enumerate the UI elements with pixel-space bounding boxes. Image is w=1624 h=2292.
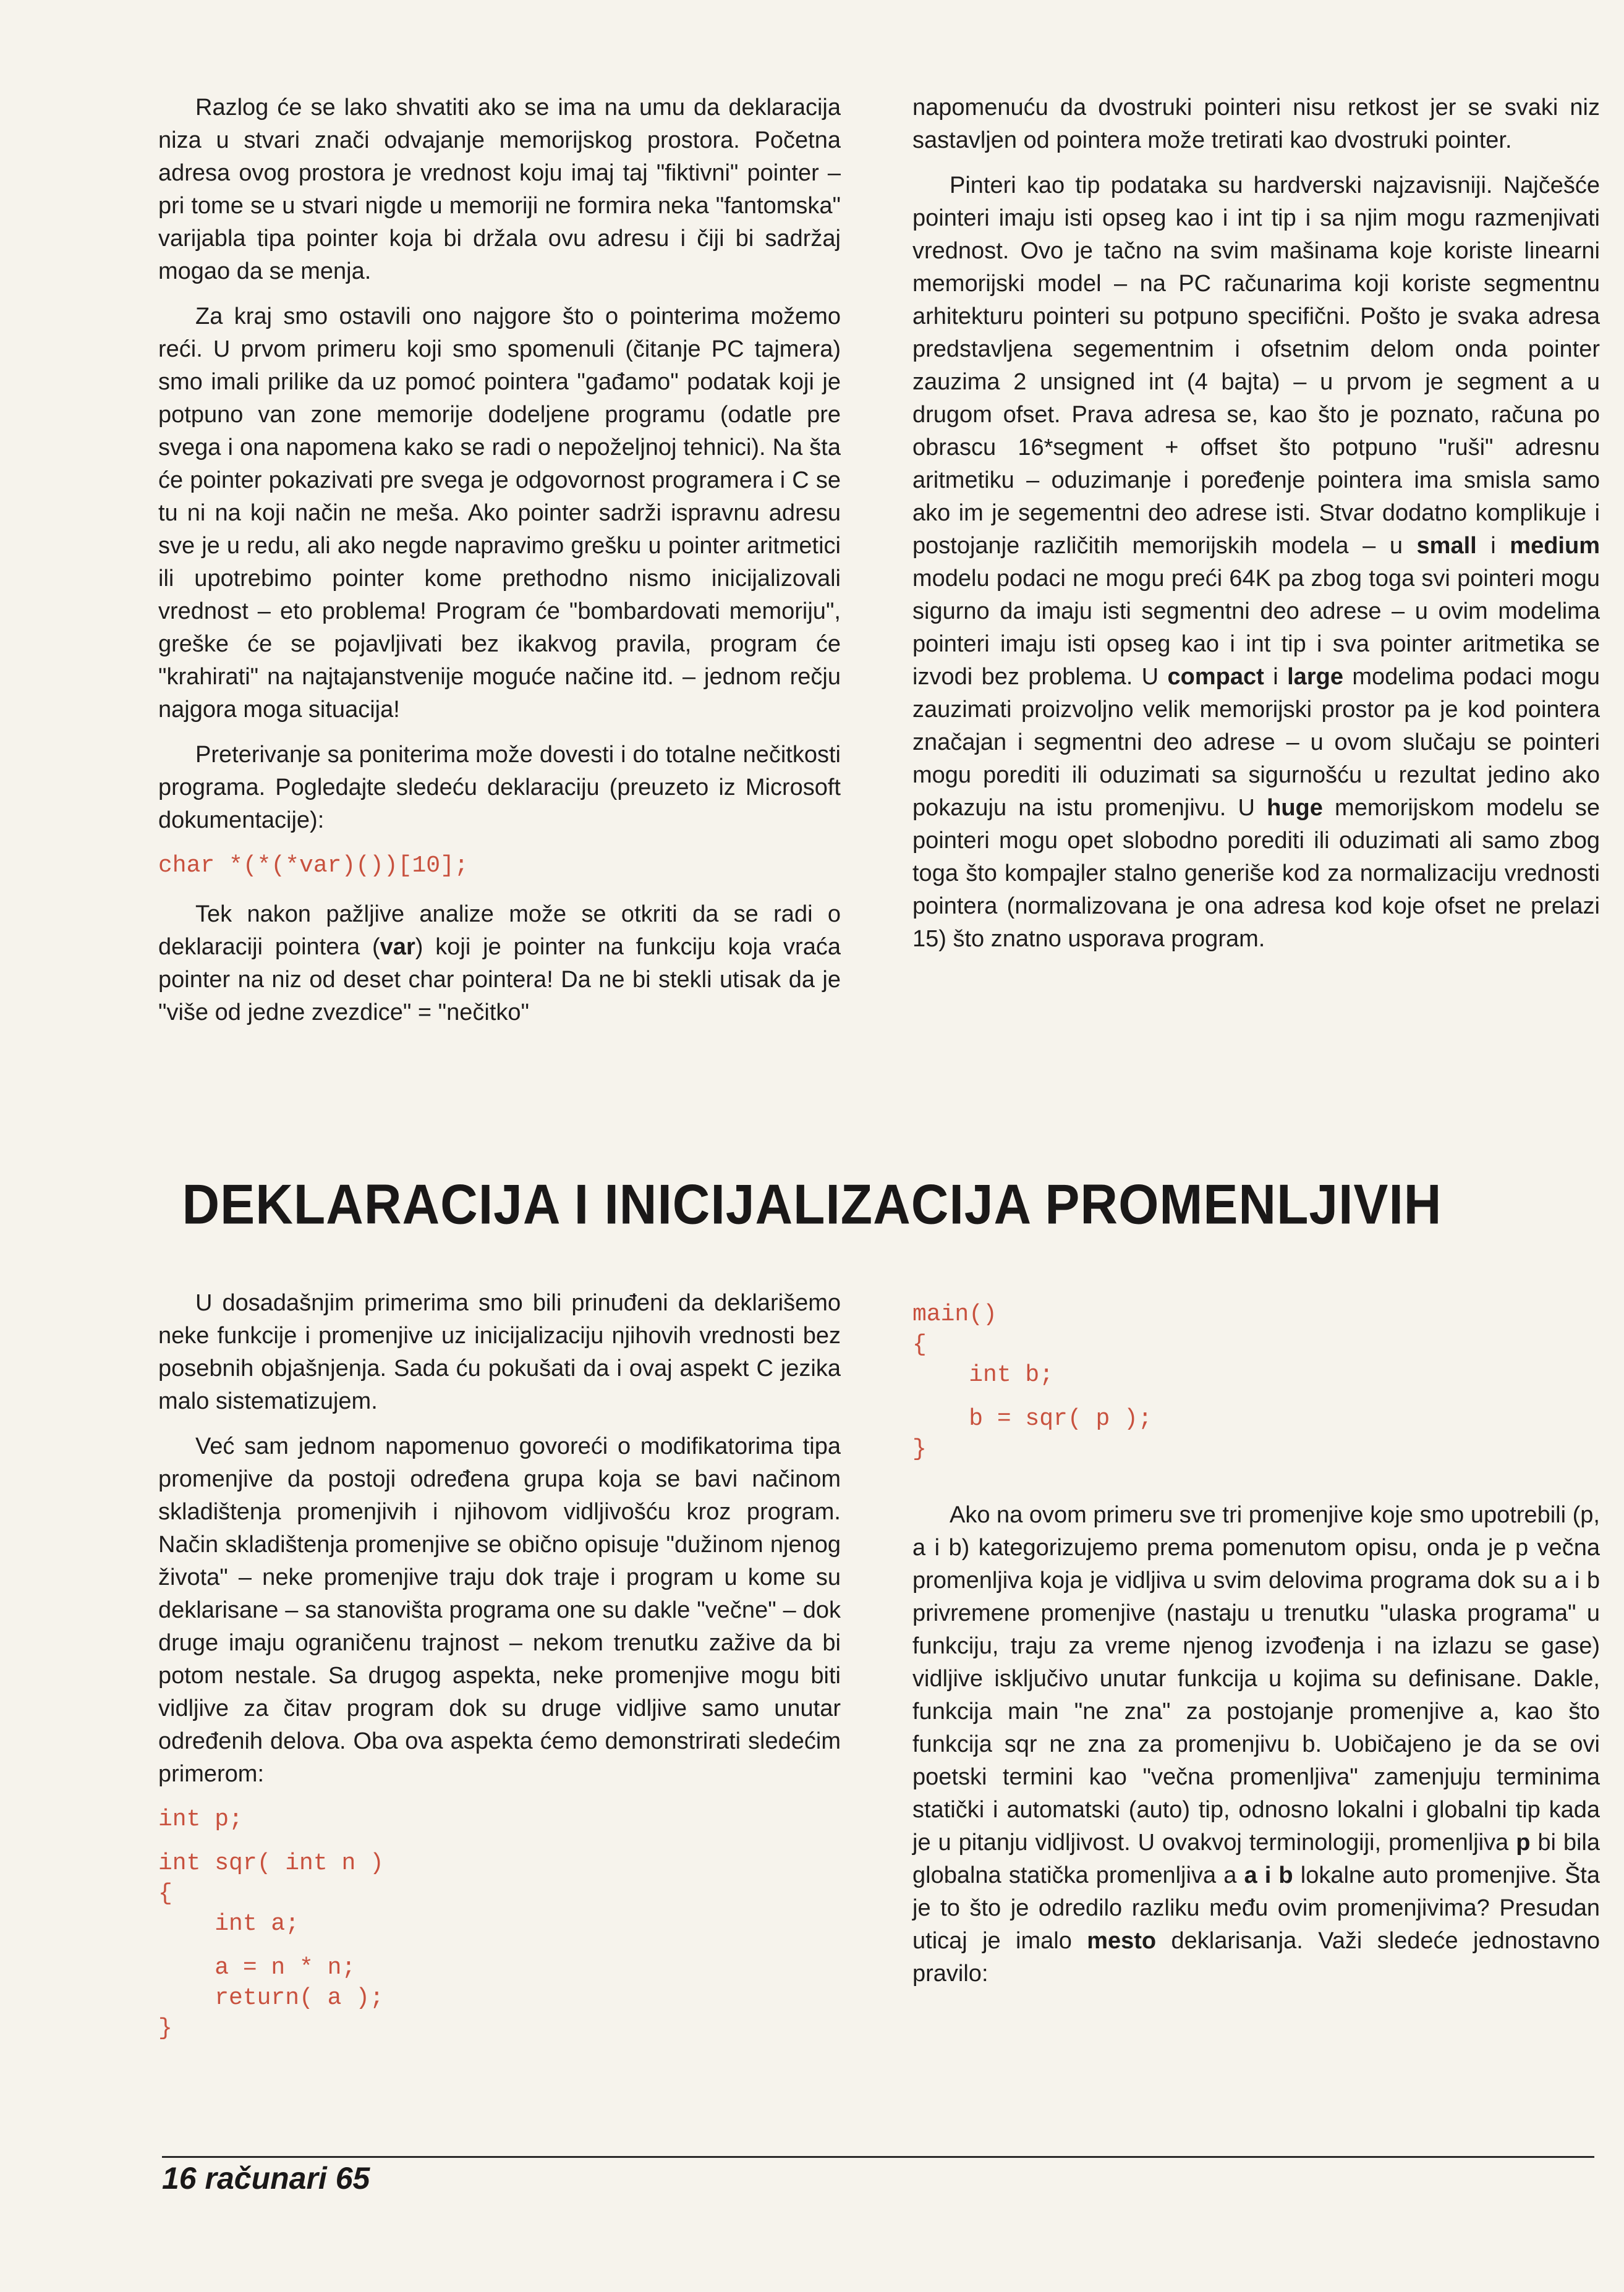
text-run: ) koji je pointer na funkciju koja vraća pointer na niz od deset char pointera! Da ne bi stekli utisak da je "više od jedne zvezdice" = "nečitko" <box>158 934 841 1025</box>
text-run: Pinteri kao tip podataka su hardverski najzavisniji. Najčešće pointeri imaju isti opseg kao i int tip i sa njim mogu razmenjivati vrednost. Ovo je tačno na svim mašinama koje koriste linearni memorijski model – na PC računarima koji koriste segmentnu arhitekturu pointeri su potpuno specifični. Pošto je svaka adresa predstavljena segementnim i ofsetnim delom onda pointer zauzima 2 unsigned int (4 bajta) – u prvom je segment a u drugom ofset. Prava adresa se, kao što je poznato, računa po obrascu 16*segment + offset što potpuno "ruši" adresnu aritmetiku – oduzimanje i poređenje pointera ima smisla samo ako im je segementni deo adrese isti. Stvar dodatno komplikuje i postojanje različitih memorijskih modela – u <box>912 172 1600 559</box>
text-run: deklarisanja. Važi sledeće jednostavno pravilo: <box>912 1928 1600 1987</box>
paragraph: U dosadašnjim primerima smo bili prinuđeni da deklarišemo neke funkcije i promenjive uz inicijalizaciju njihovih vrednosti bez posebnih objašnjenja. Sada ću pokušati da i ovaj aspekt C jezika malo sistematizujem. <box>158 1290 841 1414</box>
text-run: Tek nakon pažljive analize može se otkriti da se radi o deklaraciji pointera ( <box>158 901 841 960</box>
text-run: memorijskom modelu se pointeri mogu opet slobodno porediti ili oduzimati ali samo zbog toga što kompajler stalno generiše kod za normalizaciju vrednosti pointera (normalizovana je ona adresa kod koje ofset ne prelazi 15) što znatno usporava program. <box>912 795 1600 952</box>
text-run: i <box>1476 533 1510 559</box>
text-run: lokalne auto promenjive. Šta je to što je odredilo razliku među ovim promenjivima? Presudan uticaj je imalo <box>912 1862 1600 1954</box>
bold-term: large <box>1287 664 1343 690</box>
code-line: a = n * n; <box>158 1955 356 1981</box>
paragraph: napomenuću da dvostruki pointeri nisu retkost jer se svaki niz sastavljen od pointera može tretirati kao dvostruki pointer. <box>912 95 1600 153</box>
code-example-sqr <box>158 1804 841 2044</box>
paragraph: Već sam jednom napomenuo govoreći o modifikatorima tipa promenjive da postoji određena grupa koja se bavi načinom skladištenja promenjivih i njihovom vidljivošću kroz program. Način skladištenja promenjive se obično opisuje "dužinom njenog života" – neke promenjive traju dok traje i program u kome su deklarisane – sa stanovišta programa one su dakle "večne" – dok druge imaju ograničenu trajnost – nekom trenutku zažive da bi potom nestale. Sa drugog aspekta, neke promenjive mogu biti vidljive za čitav program dok su druge vidljive samo unutar određenih delova. Oba ova aspekta ćemo demonstrirati sledećim primerom: <box>158 1433 841 1787</box>
code-line: } <box>158 2015 172 2042</box>
text-run: modelu podaci ne mogu preći 64K pa zbog toga svi pointeri mogu sigurno da imaju isti segmentni deo adrese – u ovim modelima pointeri imaju isti opseg kao i int tip i sva pointer aritmetika se izvodi bez problema. U <box>912 566 1600 690</box>
bold-term: var <box>380 934 415 960</box>
code-line: { <box>912 1331 927 1358</box>
code-line: int b; <box>912 1362 1054 1388</box>
top-left-column <box>158 91 841 1042</box>
code-line: { <box>158 1880 172 1907</box>
text-run: bi bila globalna statička promenljiva a <box>912 1830 1600 1888</box>
code-line: return( a ); <box>158 1985 384 2011</box>
code-line: int a; <box>158 1911 300 1937</box>
bold-term: compact <box>1167 664 1264 690</box>
code-line: int sqr( int n ) <box>158 1850 384 1877</box>
page-footer: 16 računari 65 <box>162 2161 370 2196</box>
top-right-column <box>912 91 1600 968</box>
code-line: } <box>912 1436 927 1462</box>
text-run: modelima podaci mogu zauzimati proizvoljno velik memorijski prostor pa je kod pointera značajan i segmentni deo adrese – u ovom slučaju se pointeri mogu porediti ili oduzimati sa sigurnošću u rezultat jedino ako pokazuju na istu promenjivu. U <box>912 664 1600 821</box>
bottom-left-column <box>158 1287 841 2061</box>
bold-term: mesto <box>1087 1928 1157 1954</box>
paragraph <box>912 1499 1600 1990</box>
bottom-right-column <box>912 1287 1600 2003</box>
paragraph <box>912 169 1600 956</box>
bold-term: a i b <box>1244 1862 1293 1888</box>
paragraph: Za kraj smo ostavili ono najgore što o pointerima možemo reći. U prvom primeru koji smo spomenuli (čitanje PC tajmera) smo imali prilike da uz pomoć pointera "gađamo" podatak koji je potpuno van zone memorije dodeljene programu (odatle pre svega i ona napomena kako se radi o nepoželjnoj tehnici). Na šta će pointer pokazivati pre svega je odgovornost programera i C se tu ni na koji način ne meša. Ako pointer sadrži ispravnu adresu sve je u redu, ali ako negde napravimo grešku u pointer aritmetici ili upotrebimo pointer kome prethodno nismo inicijalizovali vrednost – eto problema! Program će "bombardovati memoriju", greške će se pojavljivati bez ikakvog pravila, program će "krahirati" na najtajanstvenije moguće načine itd. – jednom rečju najgora moga situacija! <box>158 303 841 723</box>
text-run: i <box>1264 664 1288 690</box>
text-run: Ako na ovom primeru sve tri promenjive koje smo upotrebili (p, a i b) kategorizujemo prema pomenutom opisu, onda je p večna promenljiva koja je vidljiva u svim delovima programa dok su a i b privremene promenjive (nastaju u trenutku "ulaska programa" u funkciju, traju za vreme njenog izvođenja i na izlazu se gase) vidljive isključivo unutar funkcija u kojima su definisane. Dakle, funkcija main "ne zna" za postojanje promenjive a, kao što funkcija sqr ne zna za promenjivu b. Uobičajeno je da se ovi poetski termini kao "večna promenljiva" zamenjuju terminima statički i automatski (auto) tip, odnosno lokalni i globalni tip kada je u pitanju vidljivost. U ovakvoj terminologiji, promenljiva <box>912 1502 1600 1856</box>
bold-term: small <box>1416 533 1477 559</box>
code-line: main() <box>912 1301 997 1328</box>
bold-term: huge <box>1267 795 1323 821</box>
code-line: b = sqr( p ); <box>912 1406 1152 1432</box>
footer-rule <box>162 2156 1594 2158</box>
paragraph <box>158 898 841 1029</box>
paragraph: Razlog će se lako shvatiti ako se ima na umu da deklaracija niza u stvari znači odvajanje memorijskog prostora. Početna adresa ovog prostora je vrednost koju imaj taj "fiktivni" pointer – pri tome se u stvari nigde u memoriji ne formira neka "fantomska" varijabla tipa pointer koja bi držala ovu adresu i čiji bi sadržaj mogao da se menja. <box>158 95 841 284</box>
code-line: int p; <box>158 1806 243 1833</box>
bold-term: p <box>1516 1830 1531 1856</box>
bold-term: medium <box>1510 533 1600 559</box>
paragraph: Preterivanje sa poniterima može dovesti i do totalne nečitkosti programa. Pogledajte sledeću deklaraciju (preuzeto iz Microsoft dokumentacije): <box>158 742 841 833</box>
section-title: DEKLARACIJA I INICIJALIZACIJA PROMENLJIVIH <box>182 1173 1442 1236</box>
code-declaration: char *(*(*var)())[10]; <box>158 852 469 879</box>
code-example-main <box>912 1299 1600 1464</box>
